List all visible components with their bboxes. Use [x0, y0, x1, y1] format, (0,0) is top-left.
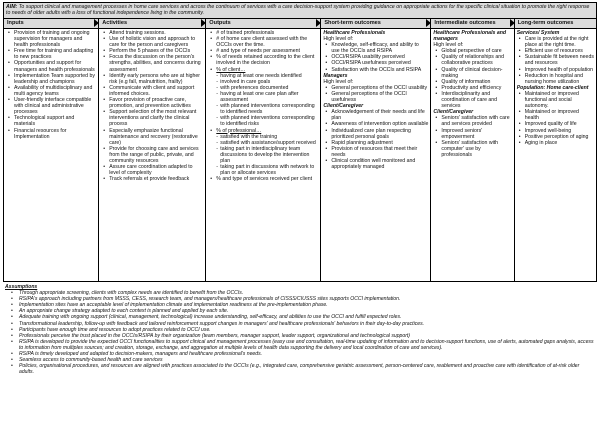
list-item: • Aging in place — [525, 140, 594, 146]
assumption-item: • Professionals perceive the trust placed in the OCCIs/RSIPA by their organization (team members, manager support, leader support, organizational and technological support) — [19, 333, 595, 339]
sub-item: - satisfied with assistance/support received — [220, 140, 318, 146]
list-item: • User-friendly interface compatible with clinical and administrative processes — [14, 97, 96, 115]
list-item: • Interdisciplinarity and coordination of care and services — [441, 91, 511, 109]
long-term-column — [515, 19, 596, 281]
sub-item: - having at least one needs identified — [220, 73, 318, 79]
sub-item: - having at least one care plan after assessment — [220, 91, 318, 103]
list-item: • Implementation Team supported by leadership and champions — [14, 73, 96, 85]
list-item: • Use of holistic vision and approach to care for the person and caregivers — [109, 36, 203, 48]
list-item: • Financial resources for Implementation — [14, 128, 96, 140]
activities-column — [99, 19, 206, 281]
section-title: Healthcare Professionals — [323, 30, 386, 36]
list-item: • Communicate with client and support informed choices. — [109, 85, 203, 97]
sub-item: - taking part in discussions with network to plan or allocate services — [220, 164, 318, 176]
hp-list — [323, 42, 428, 72]
columns — [3, 19, 597, 282]
list-item: • Provision of training and ongoing supervision for managers and health professionals — [14, 30, 96, 48]
sub-item: - taking part in interdisciplinary team discussions to develop the intervention plan — [220, 146, 318, 164]
ss-list — [517, 36, 594, 85]
section-title: Services/ System — [516, 30, 560, 36]
list-item: • Knowledge, self-efficacy, and ability to use the OCCIs and RSIPA — [331, 42, 428, 54]
outputs-column — [206, 19, 321, 281]
aim-box — [3, 2, 597, 19]
list-item: • % of client… - having at least one needs identified - involved in care goals - with preferences documented - having at least one care plan after assessment - with planned interventions corresponding to identified needs - with planned interventions corresponding to identified risks — [216, 67, 318, 128]
list-item: • Free time for training and adapting to new practices — [14, 48, 96, 60]
aim-text: To support clinical and management processes in home care services and across the continuum of services with a care decision-support system providing guidance on appropriate actions for the specific clinical situation to promote the right response to needs of older adults with a loss of functional independence living in the community. — [6, 4, 590, 17]
client-sublist — [216, 73, 318, 128]
sub-item: - with planned interventions corresponding to identified risks — [220, 115, 318, 127]
list-item: • Track referrals et provide feedback — [109, 176, 203, 182]
assumption-item: • Implementation sites have an acceptable level of implementation climate and implementation readiness at the pre-implementation phase. — [19, 302, 595, 308]
list-item: • % of professional… - satisfied with the training - satisfied with assistance/support received - taking part in interdisciplinary team discussions to develop the intervention plan - taking part in discussions with network to plan or allocate services — [216, 128, 318, 177]
list-item: • Maintained or improved health — [525, 109, 594, 121]
assumption-item: • RSIPA is developed to provide the expected OCCI functionalities to support clinical and management processes (easy use and consultation, real-time updating of information and to decision-support functions, use of alerts, automated gaps analysis, access to information from multiples sources; and creation, storage, exchange, and aggregation at multiple levels of health data supporting the delivery and local coordination of care and services). — [19, 339, 595, 351]
list-item: • Efficient use of resources — [525, 48, 594, 54]
intermediate-column — [431, 19, 514, 281]
list-item: • General perceptions of the OCCI usefulness — [331, 91, 428, 103]
assumption-item: • Policies, organisational procedures, and resources are aligned with practices associated to the OCCIs (e.g., integrated care, comprehensive geriatric assessment, person-centered care, reablement and proactive care with identification of at-risk older adults. — [19, 363, 595, 375]
list-item: • Provision of resources that meet their needs — [331, 146, 428, 158]
section-title: Client/Caregiver — [433, 109, 474, 116]
assumption-item: • RSIPA is timely developed and adapted to decision-makers, managers and healthcare professional's needs. — [19, 351, 595, 357]
sub-item: - with planned interventions corresponding to identified needs — [220, 103, 318, 115]
list-item: • Improved quality of life — [525, 121, 594, 127]
list-item: • Attend training sessions. — [109, 30, 203, 36]
list-item: • Quality of information — [441, 79, 511, 85]
list-item: • Seniors' satisfaction with computer' use by professionals — [441, 140, 511, 158]
list-item: • Care is provided at the right place at the right time. — [525, 36, 594, 48]
sub-item: - with preferences documented — [220, 85, 318, 91]
assumptions-list — [5, 290, 595, 375]
list-item: • Global perspective of care — [441, 48, 511, 54]
list-item: • Technological support and materials — [14, 115, 96, 127]
sub-item: - involved in care goals — [220, 79, 318, 85]
list-item: • % and type of services received per client — [216, 176, 318, 182]
long-term-header: Long-term outcomes — [515, 19, 596, 29]
assumption-item: • An appropriate change strategy adapted to each context is planned and applied by each site. — [19, 308, 595, 314]
list-item: • Positive perception of aging — [525, 134, 594, 140]
list-item: • Favor provision of proactive care, promotion, and prevention activities — [109, 97, 203, 109]
list-item: • Support selection of the most relevant interventions and clarify the clinical process — [109, 109, 203, 127]
assumption-item: • Seamless access to community-based health and care services — [19, 357, 595, 363]
list-item: • Acknowledgement of their needs and life plan — [331, 109, 428, 121]
activities-list — [101, 30, 203, 182]
logic-model — [3, 2, 597, 375]
list-item: • % of needs retained according to the client involved in the decision — [216, 54, 318, 66]
pop-list — [517, 91, 594, 146]
level-label: High level of: — [323, 78, 354, 85]
list-item: • Productivity and efficiency — [441, 85, 511, 91]
inputs-column — [4, 19, 99, 281]
list-item: • OCCI/RSIPA usability perceived — [331, 54, 428, 60]
outputs-list — [208, 30, 318, 182]
list-item: • Quality of clinical decision-making — [441, 67, 511, 79]
list-item: • Provide for choosing care and services from the range of public, private, and community resources — [109, 146, 203, 164]
list-item: • Opportunities and support for managers and health professionals — [14, 60, 96, 72]
assumptions-section — [3, 282, 597, 375]
assumption-item: • Participants have enough time and resources to adopt practices related to OCCI use. — [19, 327, 595, 333]
intermediate-header: Intermediate outcomes — [431, 19, 513, 29]
list-item: • Rapid planning adjustment — [331, 140, 428, 146]
list-item: • Individualized care plan respecting prioritized personal goals — [331, 128, 428, 140]
section-title: Managers — [323, 72, 348, 79]
aim-label: AIM: — [6, 4, 18, 10]
assumption-item: • Through appropriate screening, clients with complex needs are identified to benefit from the OCCIs. — [19, 290, 595, 296]
list-item: • Awareness of intervention option available — [331, 121, 428, 127]
list-item: • Satisfaction with the OCCIs and RSIPA — [331, 67, 428, 73]
list-item: • # and type of needs per assessment — [216, 48, 318, 54]
activities-header: Activities — [99, 19, 205, 29]
cc-list — [323, 109, 428, 170]
inputs-header: Inputs — [4, 19, 98, 29]
list-item: • Focus the discussion on the person's strengths, abilities, and concerns during assessment — [109, 54, 203, 72]
list-item: • Clinical condition well monitored and appropriately managed — [331, 158, 428, 170]
mgr-list — [323, 85, 428, 103]
cc-list — [433, 115, 511, 158]
list-item: • Reduction in hospital and nursing home utilization — [525, 73, 594, 85]
section-title: Client/Caregiver — [323, 103, 364, 110]
list-item: • Identify early persons who are at higher risk (e.g fall, malnutrition, frailty) — [109, 73, 203, 85]
list-item: • Sustainable fit between needs and resources — [525, 54, 594, 66]
assumption-item: • Adequate training with ongoing support (clinical, management, technological) increase understanding, self-efficacy, and abilities to use the OCCI and fulfill expected roles. — [19, 314, 595, 320]
list-item: • Availability of multidisciplinary and multi agency teams — [14, 85, 96, 97]
list-item: • Perform the 5 phases of the OCCIs — [109, 48, 203, 54]
list-item: • General perceptions of the OCCI usability — [331, 85, 428, 91]
level-label: High level of: — [323, 36, 354, 43]
list-item: • Assure care coordination adapted to level of complexity — [109, 164, 203, 176]
section-title: Population: Home care-client — [516, 84, 589, 91]
assumption-item: • Transformational leadership, follow-up with feedback and tailored reinforcement support changes in managers' and healthcare professionals' behaviors in their day-to-day practices. — [19, 321, 595, 327]
list-item: • Improved health of population — [525, 67, 594, 73]
assumptions-title: Assumptions — [5, 284, 38, 290]
list-item: • OCCI/RSIPA usefulness perceived — [331, 60, 428, 66]
short-term-column — [321, 19, 431, 281]
short-term-header: Short-term outcomes — [321, 19, 430, 29]
list-item: • Improved seniors' empowerment — [441, 128, 511, 140]
list-item: • Seniors' satisfaction with care and services provided — [441, 115, 511, 127]
section-title: Healthcare Professionals and managers — [433, 30, 507, 43]
professional-sublist — [216, 134, 318, 177]
assumption-item: • RSIPA's approach including partners from MSSS, CESS, research team, and managers/healthcare professionals of CISSS/CIUSSS sites supports OCCI implementation. — [19, 296, 595, 302]
level-label: High level of: — [433, 42, 464, 49]
list-item: • Improved well-being — [525, 128, 594, 134]
list-item: • Especially emphasize functional maintenance and recovery (restorative care) — [109, 128, 203, 146]
list-item: • # of trained professionals — [216, 30, 318, 36]
list-item: • # of home care client assessed with the OCCIs over the time. — [216, 36, 318, 48]
sub-item: - satisfied with the training — [220, 134, 318, 140]
list-item: • Maintained or improved functional and social autonomy. — [525, 91, 594, 109]
inputs-list — [6, 30, 96, 140]
list-item: • Quality of relationships and collaborative practices — [441, 54, 511, 66]
hp-list — [433, 48, 511, 109]
outputs-header: Outputs — [206, 19, 320, 29]
